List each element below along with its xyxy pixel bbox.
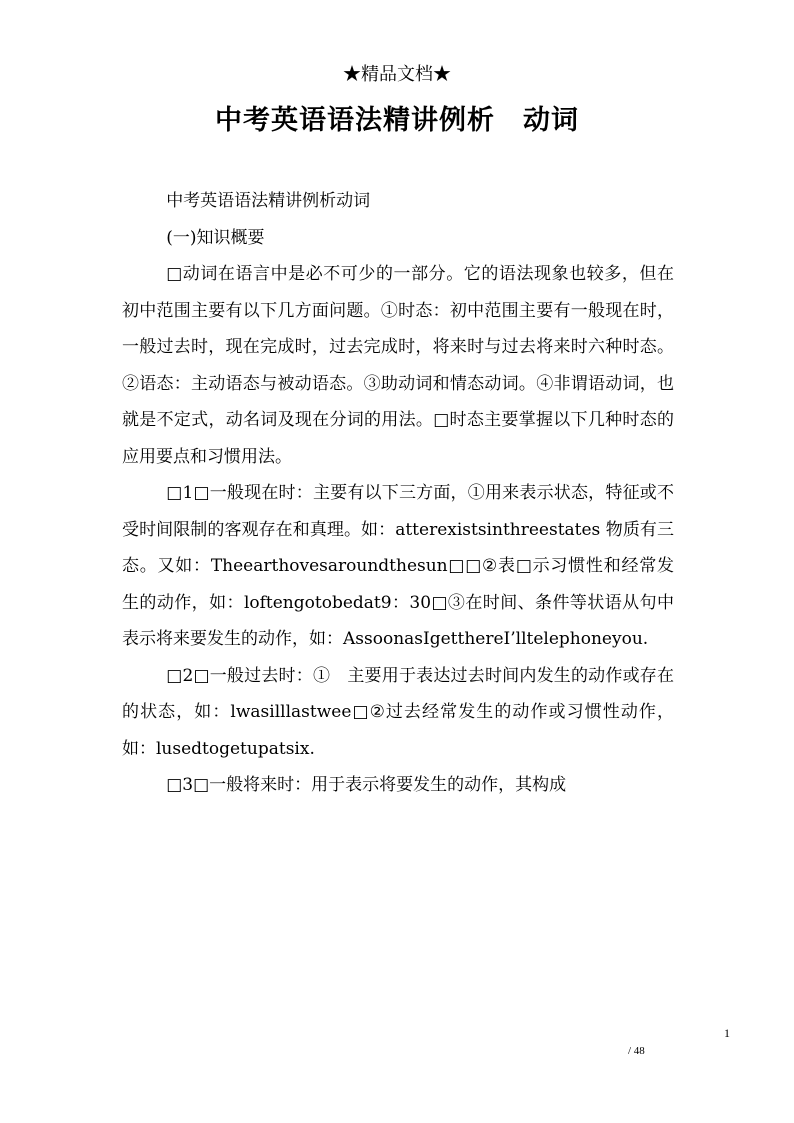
page-title: 中考英语语法精讲例析 动词 bbox=[215, 105, 579, 136]
section-heading: (一)知识概要 bbox=[166, 227, 265, 248]
subtitle-paragraph: 中考英语语法精讲例析动词 bbox=[166, 191, 371, 211]
paragraph-simple-present: □1□一般现在时：主要有以下三方面，①用来表示状态，特征或不受时间限制的客观存在和真理。如：atterexistsinthreestates 物质有三态。又如：Theearthovesaroundthesun□□②表□示习惯性和经常发生的动作，如：loftengotobedat9：30□③在时间、条件等状语从句中表示将来要发生的动作，如：AssoonasIgetthereI’lltelephoneyou. bbox=[122, 483, 674, 649]
paragraph-overview: □动词在语言中是必不可少的一部分。它的语法现象也较多，但在初中范围主要有以下几方面问题。①时态：初中范围主要有一般现在时，一般过去时，现在完成时，过去完成时，将来时与过去将来时六种时态。②语态：主动语态与被动语态。③助动词和情态动词。④非谓语动词，也就是不定式，动名词及现在分词的用法。□时态主要掌握以下几种时态的应用要点和习惯用法。 bbox=[122, 264, 674, 467]
page-indicator: / 48 bbox=[628, 1045, 645, 1057]
corner-number: 1 bbox=[724, 1026, 730, 1040]
paragraph-simple-past: □2□一般过去时：① 主要用于表达过去时间内发生的动作或存在的状态，如：lwasilllastwee□②过去经常发生的动作或习惯性动作，如：lusedtogetupatsix. bbox=[122, 665, 674, 759]
paragraph-simple-future: □3□一般将来时：用于表示将要发生的动作，其构成 bbox=[166, 775, 567, 795]
document-header: ★精品文档★ bbox=[343, 64, 451, 85]
document-body bbox=[122, 183, 674, 804]
